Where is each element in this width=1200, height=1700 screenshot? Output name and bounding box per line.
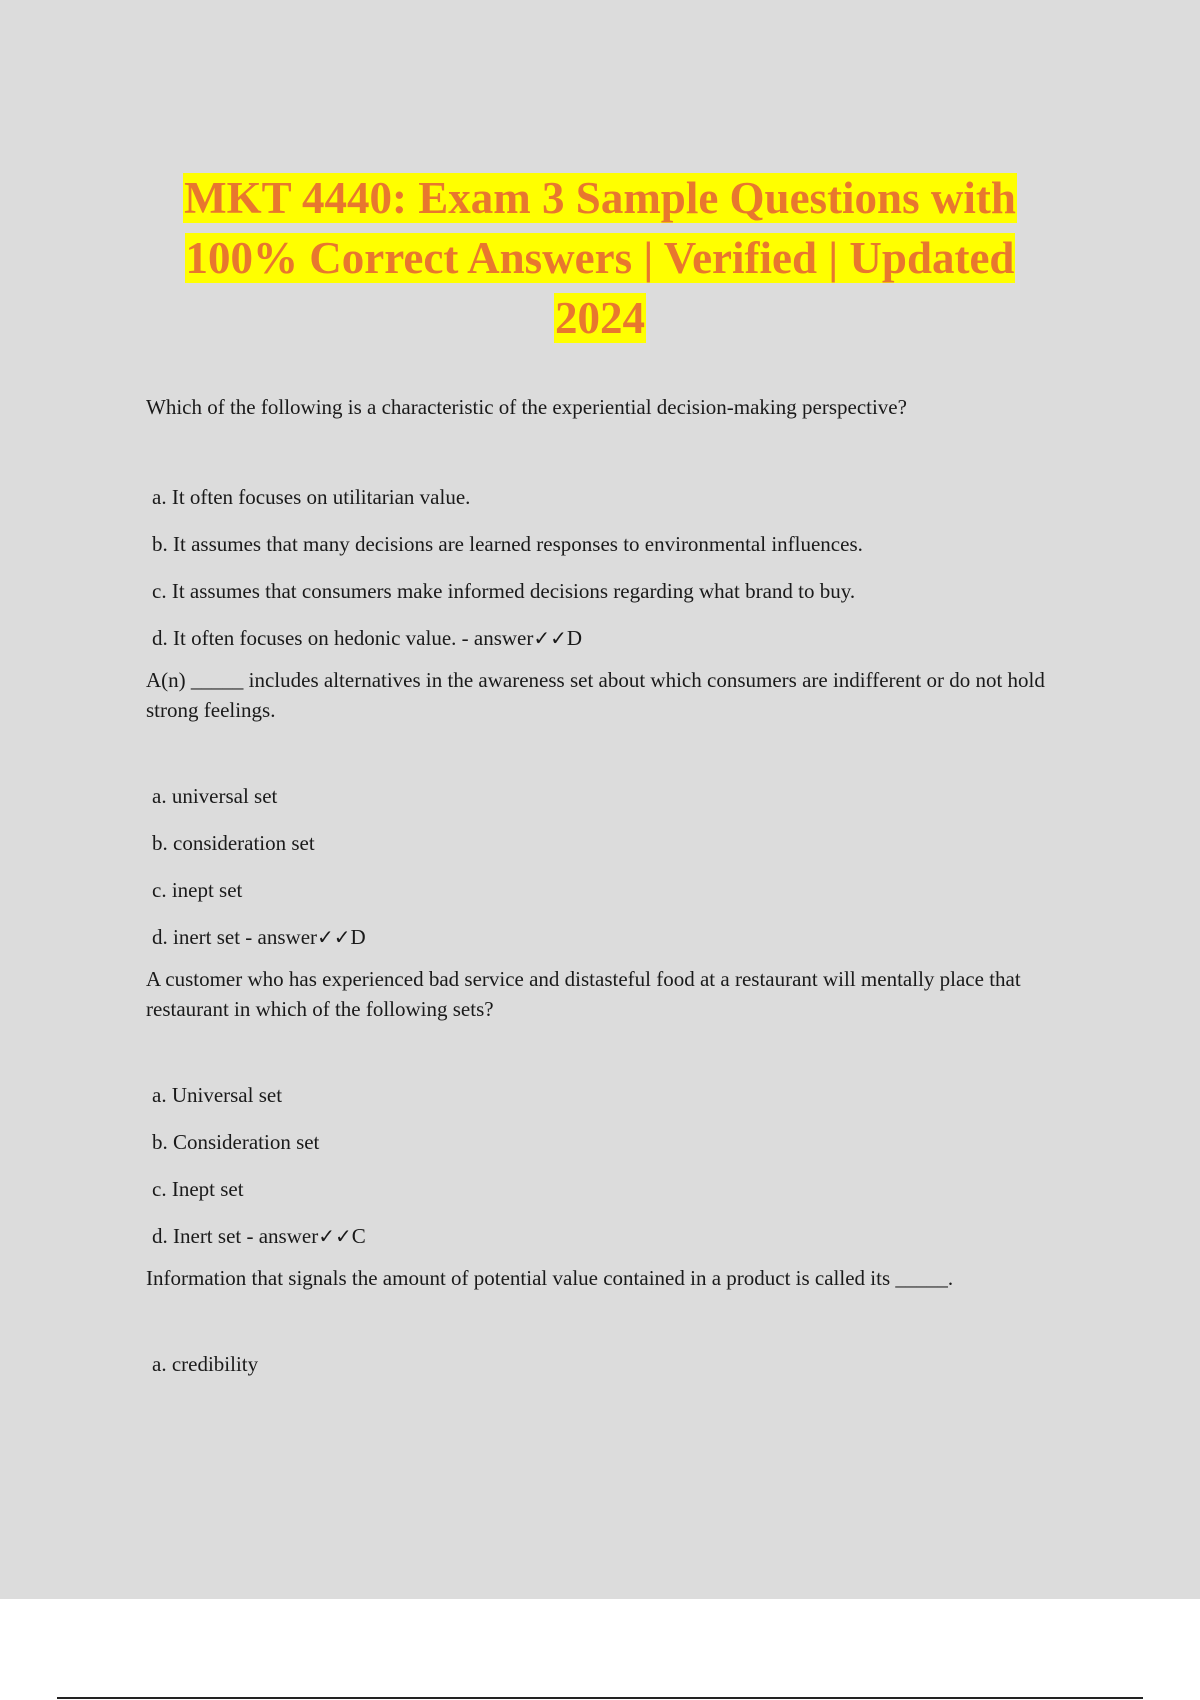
question-block	[146, 392, 1086, 653]
answer-option-with-key	[146, 1221, 1086, 1251]
question-block	[146, 665, 1086, 952]
answer-letter: D	[566, 626, 583, 650]
question-block	[146, 964, 1086, 1251]
answer-option: b. Consideration set	[152, 1130, 320, 1154]
answer-option-label: d. inert set - answer	[152, 925, 318, 949]
question-block	[146, 1263, 1086, 1379]
answer-option: a. universal set	[152, 784, 278, 808]
question-text: A customer who has experienced bad service and distasteful food at a restaurant will mentally place that restaurant in which of the following sets?	[146, 967, 1021, 1021]
answer-option: c. It assumes that consumers make informed decisions regarding what brand to buy.	[152, 579, 856, 603]
answer-option: a. It often focuses on utilitarian value.	[152, 485, 471, 509]
double-check-icon: ✓✓	[318, 1224, 352, 1248]
answer-option: a. Universal set	[152, 1083, 283, 1107]
title-line-3: 2024	[555, 293, 645, 343]
double-check-icon: ✓✓	[533, 626, 567, 650]
answer-letter: C	[351, 1224, 366, 1248]
answer-option: a. credibility	[152, 1352, 259, 1376]
answer-option-with-key	[146, 623, 1086, 653]
answer-option: b. consideration set	[152, 831, 315, 855]
question-text: Which of the following is a characteristic of the experiential decision-making perspective?	[146, 395, 907, 419]
answer-option-with-key	[146, 922, 1086, 952]
answer-option: b. It assumes that many decisions are learned responses to environmental influences.	[152, 532, 863, 556]
answer-option-label: d. It often focuses on hedonic value. - answer	[152, 626, 534, 650]
answer-letter: D	[350, 925, 366, 949]
answer-option: c. inept set	[152, 878, 243, 902]
title-line-2: 100% Correct Answers | Verified | Updated	[185, 233, 1015, 283]
answer-option-label: d. Inert set - answer	[152, 1224, 319, 1248]
document-title	[100, 168, 1100, 348]
answer-option: c. Inept set	[152, 1177, 244, 1201]
question-text: Information that signals the amount of potential value contained in a product is called its _____.	[146, 1266, 954, 1290]
question-list	[146, 392, 1086, 1396]
footer-divider	[57, 1697, 1143, 1699]
title-line-1: MKT 4440: Exam 3 Sample Questions with	[184, 173, 1016, 223]
question-text: A(n) _____ includes alternatives in the awareness set about which consumers are indifferent or do not hold strong feelings.	[146, 668, 1045, 722]
double-check-icon: ✓✓	[317, 925, 351, 949]
